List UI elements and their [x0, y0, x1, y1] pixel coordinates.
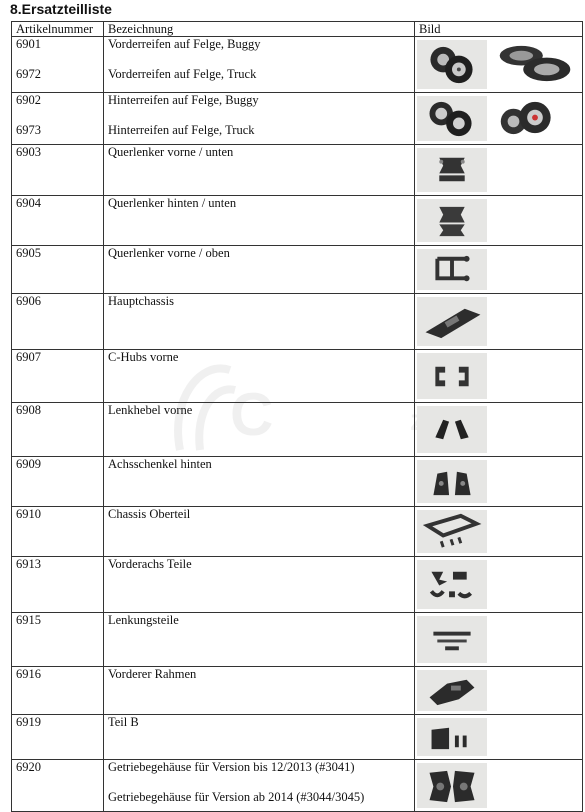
article-number: 6920 — [12, 760, 104, 812]
part-b-icon — [417, 718, 487, 756]
part-name: Hauptchassis — [104, 294, 415, 350]
article-number: 6905 — [12, 246, 104, 294]
table-row — [12, 667, 583, 715]
description-cell — [104, 37, 415, 93]
part-name: Getriebegehäuse für Version ab 2014 (#3044/3045) — [108, 790, 365, 804]
article-number-cell — [12, 93, 104, 145]
table-row — [12, 246, 583, 294]
part-name: Vorderreifen auf Felge, Buggy — [108, 37, 261, 51]
article-number: 6972 — [16, 67, 41, 81]
header-description: Bezeichnung — [104, 22, 415, 37]
image-cell — [415, 294, 583, 350]
part-name: Achsschenkel hinten — [104, 457, 415, 507]
header-image: Bild — [415, 22, 583, 37]
image-cell — [415, 350, 583, 403]
table-row — [12, 715, 583, 760]
image-cell — [415, 557, 583, 613]
table-header-row — [12, 22, 583, 37]
table-row — [12, 403, 583, 457]
article-number: 6903 — [12, 145, 104, 196]
table-row — [12, 350, 583, 403]
part-name: Chassis Oberteil — [104, 507, 415, 557]
image-cell — [415, 613, 583, 667]
article-number: 6913 — [12, 557, 104, 613]
image-cell — [415, 715, 583, 760]
image-cell — [415, 196, 583, 246]
article-number: 6973 — [16, 123, 41, 137]
page-title: 8.Ersatzteilliste — [10, 1, 112, 17]
article-number: 6904 — [12, 196, 104, 246]
image-cell — [415, 457, 583, 507]
article-number: 6907 — [12, 350, 104, 403]
image-cell — [415, 93, 583, 145]
table-row — [12, 457, 583, 507]
chassis-icon — [417, 297, 487, 346]
description-cell — [104, 93, 415, 145]
truck-wheel-pair-icon — [491, 40, 579, 89]
part-name: Hinterreifen auf Felge, Truck — [108, 123, 255, 137]
table-row — [12, 557, 583, 613]
c-hub-icon — [417, 353, 487, 399]
front-frame-icon — [417, 670, 487, 711]
table-row — [12, 145, 583, 196]
wheel-pair-icon — [417, 96, 487, 141]
front-axle-parts-icon — [417, 560, 487, 609]
lower-arm-icon — [417, 148, 487, 192]
image-cell — [415, 37, 583, 93]
image-cell — [415, 760, 583, 812]
article-number: 6908 — [12, 403, 104, 457]
image-cell — [415, 507, 583, 557]
part-name: Getriebegehäuse für Version bis 12/2013 (#3041) — [108, 760, 355, 774]
part-name: Vorderreifen auf Felge, Truck — [108, 67, 257, 81]
article-number: 6902 — [16, 93, 41, 107]
article-number-cell — [12, 37, 104, 93]
article-number: 6915 — [12, 613, 104, 667]
steering-knuckle-icon — [417, 406, 487, 453]
article-number: 6901 — [16, 37, 41, 51]
part-name: Querlenker vorne / unten — [104, 145, 415, 196]
upper-arm-icon — [417, 249, 487, 290]
part-name: Teil B — [104, 715, 415, 760]
part-name: Querlenker vorne / oben — [104, 246, 415, 294]
truck-wheel-pair-icon — [491, 96, 579, 141]
wheel-pair-icon — [417, 40, 487, 89]
part-name: Hinterreifen auf Felge, Buggy — [108, 93, 259, 107]
image-cell — [415, 403, 583, 457]
image-cell — [415, 145, 583, 196]
part-name: C-Hubs vorne — [104, 350, 415, 403]
part-name: Lenkhebel vorne — [104, 403, 415, 457]
lower-arm-icon — [417, 199, 487, 242]
part-name: Lenkungsteile — [104, 613, 415, 667]
gearbox-housing-icon — [417, 763, 487, 808]
table-row — [12, 613, 583, 667]
table-row — [12, 294, 583, 350]
description-cell — [104, 760, 415, 812]
steering-parts-icon — [417, 616, 487, 663]
upper-chassis-icon — [417, 510, 487, 553]
article-number: 6910 — [12, 507, 104, 557]
article-number: 6909 — [12, 457, 104, 507]
part-name: Querlenker hinten / unten — [104, 196, 415, 246]
parts-table — [11, 21, 583, 812]
table-row — [12, 196, 583, 246]
table-row — [12, 507, 583, 557]
part-name: Vorderachs Teile — [104, 557, 415, 613]
rear-hub-icon — [417, 460, 487, 503]
image-cell — [415, 667, 583, 715]
part-name: Vorderer Rahmen — [104, 667, 415, 715]
table-row — [12, 93, 583, 145]
table-row — [12, 37, 583, 93]
svg-text:C: C — [230, 381, 274, 448]
article-number: 6919 — [12, 715, 104, 760]
table-row — [12, 760, 583, 812]
article-number: 6916 — [12, 667, 104, 715]
article-number: 6906 — [12, 294, 104, 350]
image-cell — [415, 246, 583, 294]
header-article-number: Artikelnummer — [12, 22, 104, 37]
